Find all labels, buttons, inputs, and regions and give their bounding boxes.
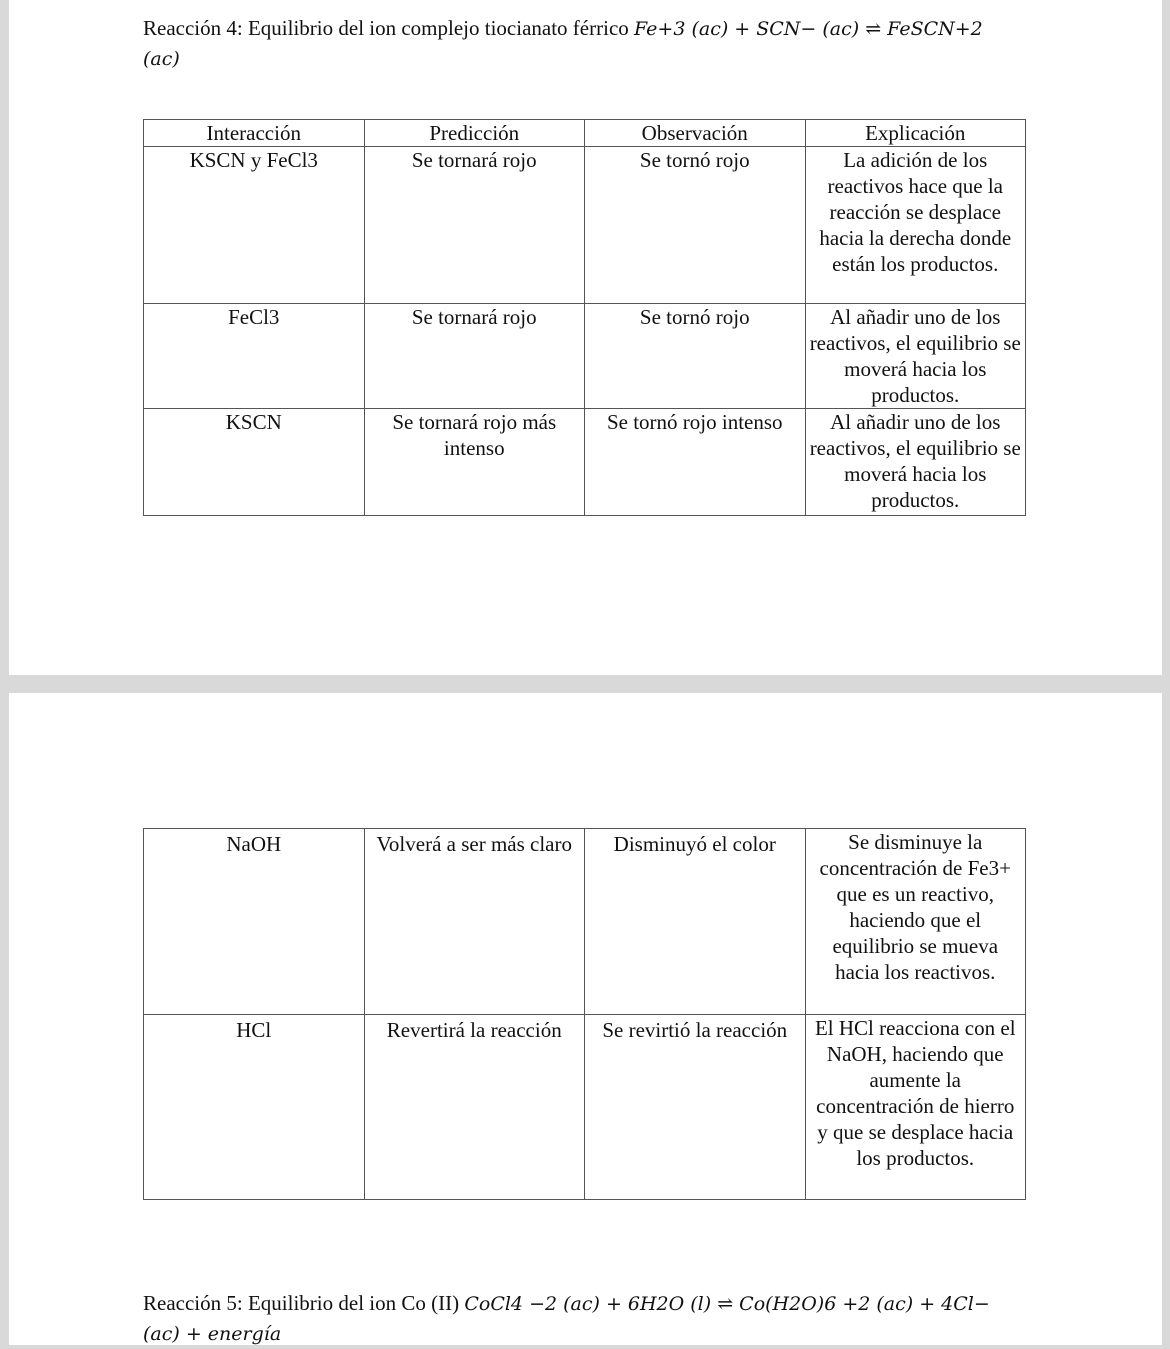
document-page-1: [9, 0, 1162, 675]
reaction-5-state: (ac) + energía: [143, 1323, 282, 1345]
cell-prediccion: Se tornará rojo más intenso: [364, 409, 585, 516]
cell-explicacion: El HCl reacciona con el NaOH, haciendo que aumente la concentración de hierro y que se desplace hacia los productos.: [805, 1015, 1026, 1200]
header-explicacion: Explicación: [805, 120, 1026, 147]
cell-observacion: Se tornó rojo: [585, 147, 806, 304]
cell-observacion: Se revirtió la reacción: [585, 1015, 806, 1200]
table-row: [144, 304, 1026, 409]
table-row: [144, 409, 1026, 516]
reaction-4-equation: Fe+3 (ac) + SCN− (ac) ⇌ FeSCN+2: [634, 18, 983, 40]
header-observacion: Observación: [585, 120, 806, 147]
cell-prediccion: Revertirá la reacción: [364, 1015, 585, 1200]
table-row: [144, 147, 1026, 304]
cell-prediccion: Se tornará rojo: [364, 147, 585, 304]
reaction-4-table-continued: [143, 828, 1026, 1200]
cell-explicacion: Al añadir uno de los reactivos, el equilibrio se moverá hacia los productos.: [805, 304, 1026, 409]
reaction-4-heading: [143, 14, 1023, 74]
cell-explicacion: La adición de los reactivos hace que la reacción se desplace hacia la derecha donde están los productos.: [805, 147, 1026, 304]
cell-explicacion: Se disminuye la concentración de Fe3+ que es un reactivo, haciendo que el equilibrio se mueva hacia los reactivos.: [805, 829, 1026, 1015]
cell-prediccion: Volverá a ser más claro: [364, 829, 585, 1015]
cell-observacion: Se tornó rojo: [585, 304, 806, 409]
header-interaccion: Interacción: [144, 120, 365, 147]
cell-observacion: Disminuyó el color: [585, 829, 806, 1015]
header-prediccion: Predicción: [364, 120, 585, 147]
reaction-5-heading: [143, 1289, 1023, 1349]
cell-prediccion: Se tornará rojo: [364, 304, 585, 409]
reaction-4-table: [143, 119, 1026, 516]
table-header-row: [144, 120, 1026, 147]
cell-observacion: Se tornó rojo intenso: [585, 409, 806, 516]
reaction-4-title: Reacción 4: Equilibrio del ion complejo tiocianato férrico: [143, 16, 635, 40]
table-row: [144, 1015, 1026, 1200]
cell-explicacion: Al añadir uno de los reactivos, el equilibrio se moverá hacia los productos.: [805, 409, 1026, 516]
reaction-5-title: Reacción 5: Equilibrio del ion Co (II): [143, 1291, 465, 1315]
table-row: [144, 829, 1026, 1015]
cell-interaccion: FeCl3: [144, 304, 365, 409]
cell-interaccion: KSCN y FeCl3: [144, 147, 365, 304]
cell-interaccion: KSCN: [144, 409, 365, 516]
cell-interaccion: NaOH: [144, 829, 365, 1015]
document-page-2: [9, 693, 1162, 1345]
reaction-5-equation: CoCl4 −2 (ac) + 6H2O (l) ⇌ Co(H2O)6 +2 (ac) + 4Cl−: [464, 1293, 990, 1315]
reaction-4-state: (ac): [143, 48, 180, 70]
cell-interaccion: HCl: [144, 1015, 365, 1200]
